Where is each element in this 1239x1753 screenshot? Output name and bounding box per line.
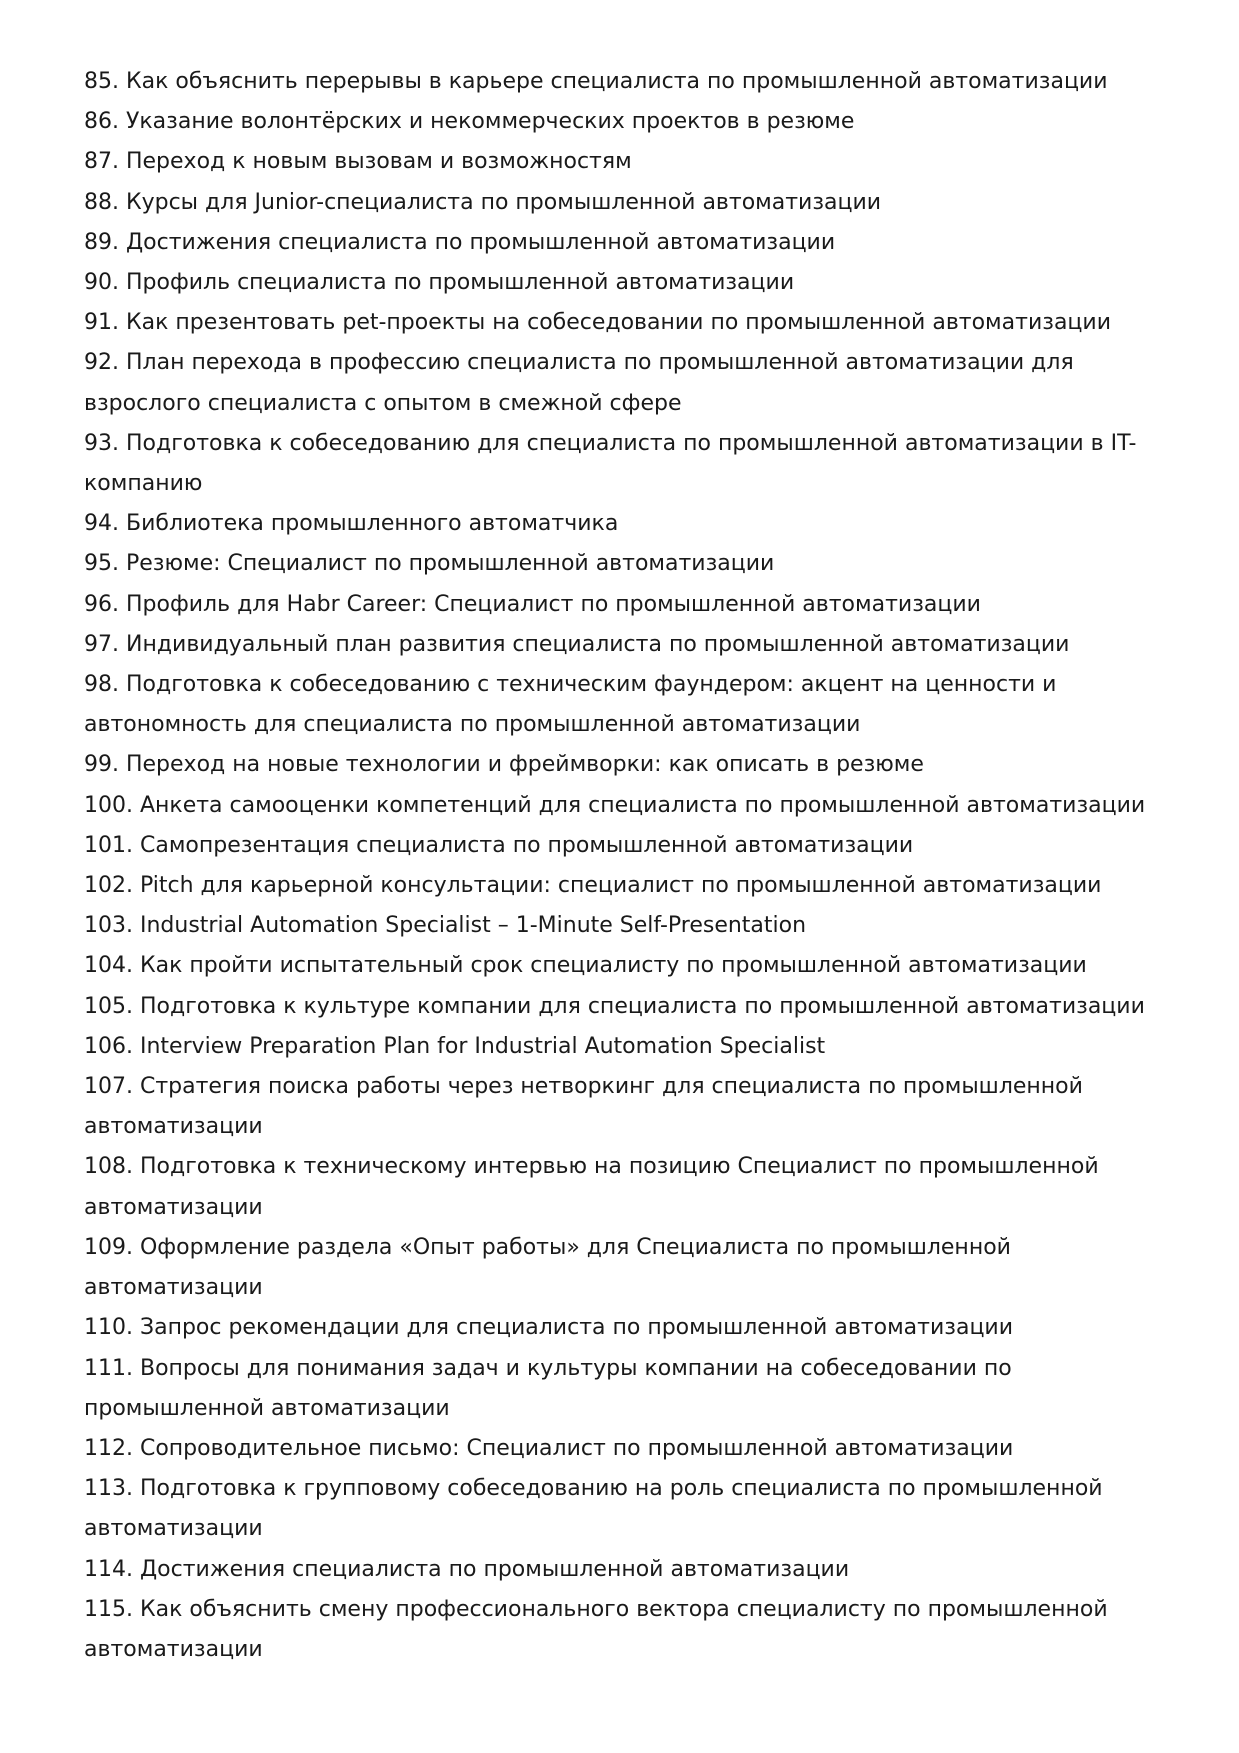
list-item: 99. Переход на новые технологии и фреймворки: как описать в резюме: [84, 752, 924, 778]
list-item: 98. Подготовка к собеседованию с техническим фаундером: акцент на ценности и автономность для специалиста по промышленной автоматизации: [84, 672, 1057, 738]
list-item: 113. Подготовка к групповому собеседованию на роль специалиста по промышленной автоматизации: [84, 1476, 1103, 1542]
list-item: 96. Профиль для Habr Career: Специалист по промышленной автоматизации: [84, 591, 981, 617]
list-item: 94. Библиотека промышленного автоматчика: [84, 511, 619, 537]
list-item: 95. Резюме: Специалист по промышленной автоматизации: [84, 551, 775, 577]
list-item: 97. Индивидуальный план развития специалиста по промышленной автоматизации: [84, 631, 1070, 657]
list-item: 115. Как объяснить смену профессионального вектора специалисту по промышленной автоматизации: [84, 1596, 1108, 1662]
list-item: 89. Достижения специалиста по промышленной автоматизации: [84, 229, 836, 255]
list-item: 107. Стратегия поиска работы через нетворкинг для специалиста по промышленной автоматизации: [84, 1074, 1083, 1140]
list-item: 114. Достижения специалиста по промышленной автоматизации: [84, 1556, 850, 1582]
list-item: 85. Как объяснить перерывы в карьере специалиста по промышленной автоматизации: [84, 69, 1108, 94]
list-item: 110. Запрос рекомендации для специалиста по промышленной автоматизации: [84, 1315, 1014, 1341]
list-item: 101. Самопрезентация специалиста по промышленной автоматизации: [84, 832, 914, 858]
list-item: 92. План перехода в профессию специалиста по промышленной автоматизации для взрослого специалиста с опытом в смежной сфере: [84, 350, 1074, 416]
list-item: 91. Как презентовать pet-проекты на собеседовании по промышленной автоматизации: [84, 310, 1111, 336]
list-item: 112. Сопроводительное письмо: Специалист по промышленной автоматизации: [84, 1435, 1014, 1461]
list-item: 103. Industrial Automation Specialist – 1-Minute Self-Presentation: [84, 913, 807, 939]
list-item: 88. Курсы для Junior-специалиста по промышленной автоматизации: [84, 189, 882, 215]
list-item: 86. Указание волонтёрских и некоммерческих проектов в резюме: [84, 109, 855, 135]
list-item: 106. Interview Preparation Plan for Industrial Automation Specialist: [84, 1033, 826, 1059]
list-item: 109. Оформление раздела «Опыт работы» для Специалиста по промышленной автоматизации: [84, 1234, 1011, 1301]
list-item: 108. Подготовка к техническому интервью на позицию Специалист по промышленной автоматизации: [84, 1154, 1099, 1220]
list-item: 90. Профиль специалиста по промышленной автоматизации: [84, 270, 795, 296]
list-item: 93. Подготовка к собеседованию для специалиста по промышленной автоматизации в IT-компанию: [84, 430, 1137, 497]
list-item: 104. Как пройти испытательный срок специалисту по промышленной автоматизации: [84, 953, 1087, 979]
list-item: 87. Переход к новым вызовам и возможностям: [84, 149, 632, 175]
table-of-contents-list: [84, 62, 1174, 1670]
list-item: 102. Pitch для карьерной консультации: специалист по промышленной автоматизации: [84, 873, 1102, 899]
list-item: 100. Анкета самооценки компетенций для специалиста по промышленной автоматизации: [84, 792, 1146, 818]
list-item: 105. Подготовка к культуре компании для специалиста по промышленной автоматизации: [84, 993, 1145, 1019]
list-item: 111. Вопросы для понимания задач и культуры компании на собеседовании по промышленной автоматизации: [84, 1355, 1012, 1421]
